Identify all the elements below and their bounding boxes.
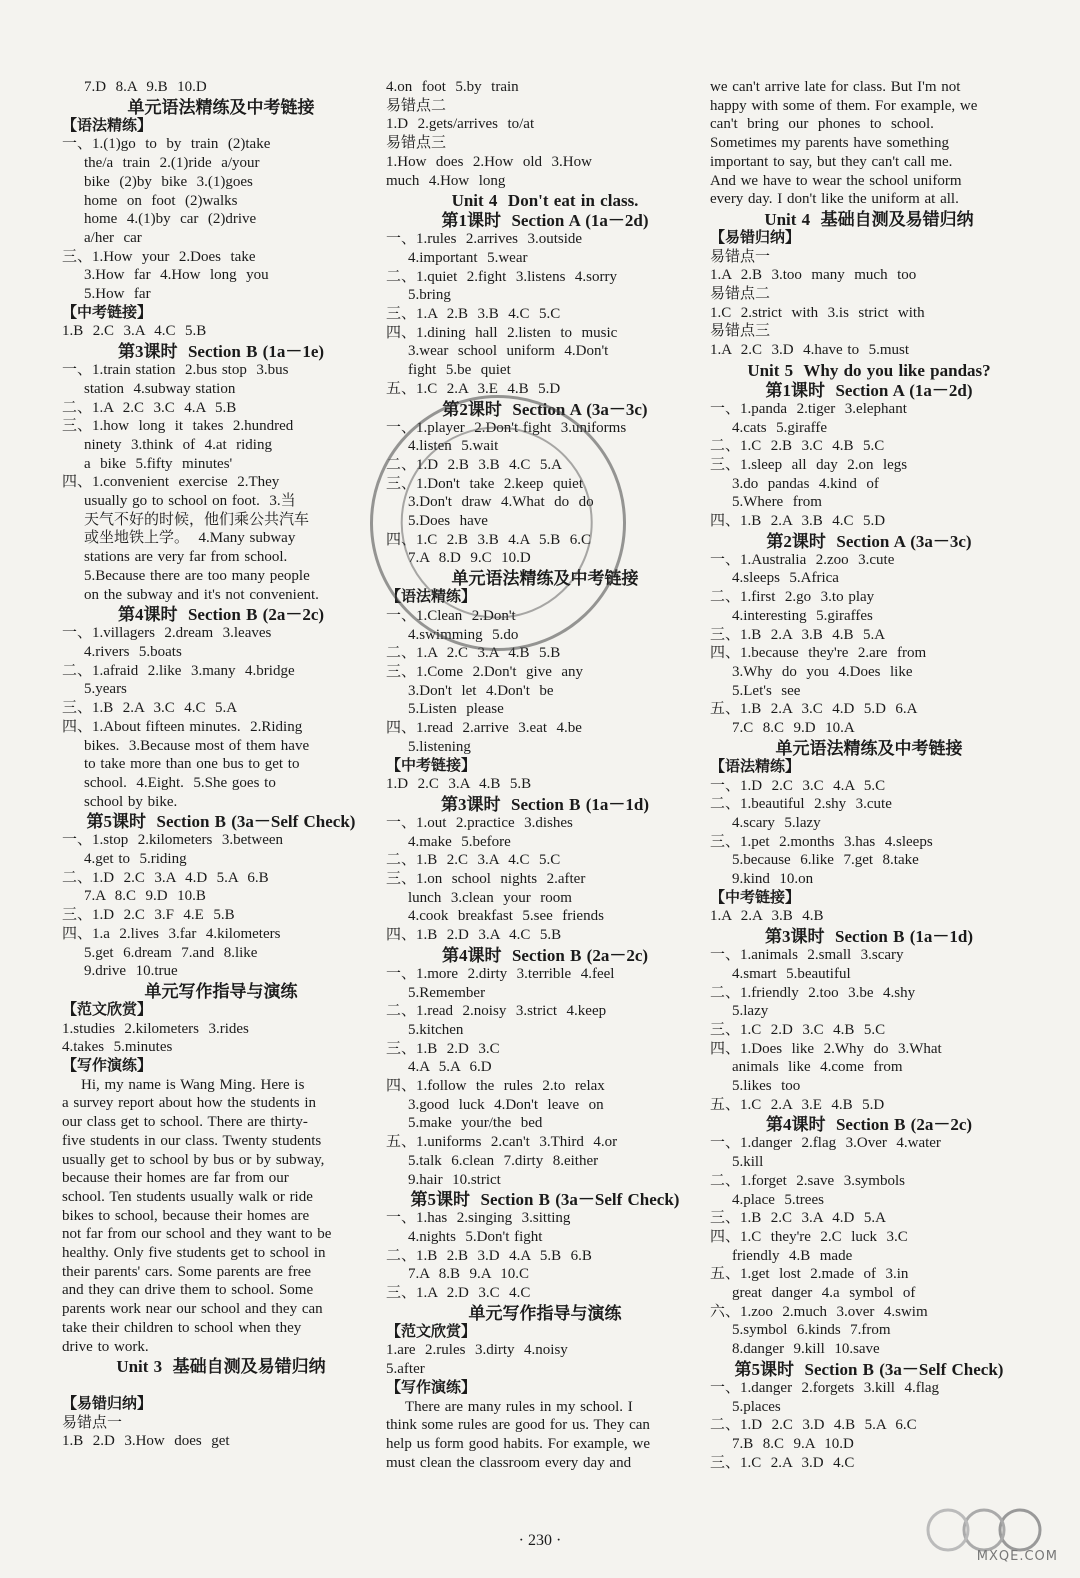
answer-line: 一、1.more 2.dirty 3.terrible 4.feel: [386, 965, 615, 982]
subsection-label: 【语法精练】: [710, 758, 801, 775]
answer-line: home on foot (2)walks: [84, 192, 238, 209]
answer-line: 易错点三: [710, 323, 771, 340]
answer-line: 一、1.danger 2.flag 3.Over 4.water: [710, 1135, 941, 1152]
answer-line: 三、1.A 2.B 3.B 4.C 5.C: [386, 306, 561, 323]
answer-line: usually go to school on foot. 3.当: [84, 493, 296, 510]
answer-line: 1.B 2.D 3.How does get: [62, 1433, 230, 1450]
section-heading: Unit 5 Why do you like pandas?: [747, 360, 991, 380]
section-heading: 单元语法精练及中考链接: [451, 569, 639, 589]
answer-line: 4.swimming 5.do: [408, 626, 519, 643]
answer-line: fight 5.be quiet: [408, 362, 511, 379]
answer-line: 5.places: [732, 1398, 781, 1415]
answer-line: 二、1.forget 2.save 3.symbols: [710, 1172, 905, 1189]
answer-line: animals like 4.come from: [732, 1059, 903, 1076]
answer-line: on the subway and it's not convenient.: [84, 586, 319, 603]
answer-line: ninety 3.think of 4.at riding: [84, 436, 272, 453]
subsection-label: 【易错归纳】: [710, 229, 801, 246]
answer-line: 5.Where from: [732, 494, 822, 511]
answer-line: Sometimes my parents have something: [710, 135, 949, 152]
answer-line: their parents' cars. Some parents are free: [62, 1263, 312, 1280]
subsection-label: 【语法精练】: [386, 589, 477, 606]
answer-line: school by bike.: [84, 793, 178, 810]
answer-line: 5.after: [386, 1361, 425, 1378]
section-heading: 第2课时 Section A (3a－3c): [766, 531, 972, 551]
answer-line: 1.D 2.gets/arrives to/at: [386, 116, 535, 133]
answer-line: 易错点二: [710, 286, 771, 303]
answer-line: 7.A 8.C 9.D 10.B: [84, 888, 206, 905]
answer-line: There are many rules in my school. I: [386, 1398, 633, 1415]
answer-line: 5.because 6.like 7.get 8.take: [732, 852, 919, 869]
answer-line: the/a train 2.(1)ride a/your: [84, 155, 260, 172]
answer-line: 六、1.zoo 2.much 3.over 4.swim: [710, 1303, 928, 1320]
answer-line: 5.Does have: [408, 513, 488, 530]
answer-line: 4.get to 5.riding: [84, 851, 187, 868]
answer-line: 4.place 5.trees: [732, 1191, 824, 1208]
answer-line: 三、1.B 2.A 3.C 4.C 5.A: [62, 700, 238, 717]
answer-line: 3.do pandas 4.kind of: [732, 475, 879, 492]
answer-line: 4.smart 5.beautiful: [732, 965, 851, 982]
subsection-label: 【范文欣赏】: [62, 1001, 153, 1018]
answer-line: our class get to school. There are thirty-: [62, 1114, 308, 1131]
answer-line: bikes. 3.Because most of them have: [84, 737, 310, 754]
answer-line: 4.make 5.before: [408, 833, 511, 850]
answer-line: 一、1.stop 2.kilometers 3.between: [62, 832, 284, 849]
answer-line: 二、1.first 2.go 3.to play: [710, 589, 875, 606]
answer-line: school. 4.Eight. 5.She goes to: [84, 774, 276, 791]
section-heading: 第5课时 Section B (3a－Self Check): [86, 812, 356, 832]
answer-line: 三、1.C 2.D 3.C 4.B 5.C: [710, 1021, 886, 1038]
answer-line: 五、1.uniforms 2.can't 3.Third 4.or: [386, 1134, 618, 1151]
answer-line: 5.years: [84, 681, 127, 698]
answer-line: Hi, my name is Wang Ming. Here is: [62, 1076, 305, 1093]
answer-line: 7.A 8.B 9.A 10.C: [408, 1266, 530, 1283]
answer-line: not far from our school and they want to be: [62, 1226, 332, 1243]
answer-line: 五、1.C 2.A 3.E 4.B 5.D: [710, 1096, 885, 1113]
answer-line: 4.nights 5.Don't fight: [408, 1228, 543, 1245]
answer-line: 四、1.B 2.D 3.A 4.C 5.B: [386, 927, 562, 944]
answer-line: 一、1.(1)go to by train (2)take: [62, 136, 271, 153]
answer-line: 1.B 2.C 3.A 4.C 5.B: [62, 323, 207, 340]
answer-line: friendly 4.B made: [732, 1247, 853, 1264]
answer-line: 三、1.Don't take 2.keep quiet: [386, 475, 583, 492]
answer-line: 4.cook breakfast 5.see friends: [408, 908, 604, 925]
section-heading: 第3课时 Section B (1a－1d): [765, 927, 973, 947]
answer-line: 5.kill: [732, 1154, 764, 1171]
answer-line: 三、1.B 2.D 3.C: [386, 1040, 500, 1057]
answer-line: drive to work.: [62, 1338, 149, 1355]
answer-line: 三、1.C 2.A 3.D 4.C: [710, 1454, 855, 1471]
answer-line: 4.sleeps 5.Africa: [732, 570, 839, 587]
answer-line: 5.bring: [408, 287, 451, 304]
answer-line: 三、1.how long it takes 2.hundred: [62, 418, 294, 435]
answer-line: 五、1.B 2.A 3.C 4.D 5.D 6.A: [710, 701, 918, 718]
answer-line: 7.A 8.D 9.C 10.D: [408, 550, 531, 567]
section-heading: 单元语法精练及中考链接: [775, 738, 963, 758]
answer-line: 8.danger 9.kill 10.save: [732, 1341, 880, 1358]
answer-line: 5.Listen please: [408, 701, 504, 718]
answer-line: help us form good habits. For example, we: [386, 1436, 651, 1452]
answer-line: 3.good luck 4.Don't leave on: [408, 1096, 604, 1113]
answer-line: 三、1.pet 2.months 3.has 4.sleeps: [710, 833, 933, 850]
answer-line: 四、1.convenient exercise 2.They: [62, 474, 280, 491]
answer-line: 4.takes 5.minutes: [62, 1039, 173, 1056]
section-heading: 第1课时 Section A (1a－2d): [441, 211, 649, 231]
section-heading: 第1课时 Section A (1a－2d): [765, 380, 973, 400]
answer-line: 二、1.C 2.B 3.C 4.B 5.C: [710, 438, 885, 455]
section-heading: 第3课时 Section B (1a－1e): [117, 342, 325, 362]
answer-line: 一、1.panda 2.tiger 3.elephant: [710, 400, 907, 417]
subsection-label: 【范文欣赏】: [386, 1323, 477, 1340]
answer-line: 5.Let's see: [732, 682, 801, 699]
answer-line: 易错点二: [386, 97, 447, 114]
answer-line: think some rules are good for us. They can: [386, 1417, 650, 1434]
answer-line: 9.drive 10.true: [84, 963, 178, 980]
answer-line: 四、1.dining hall 2.listen to music: [386, 324, 618, 341]
answer-line: school. Ten students usually walk or ride: [62, 1188, 313, 1205]
answer-line: 4.interesting 5.giraffes: [732, 607, 873, 624]
subsection-label: 【写作演练】: [386, 1379, 477, 1396]
answer-line: 一、1.has 2.singing 3.sitting: [386, 1210, 571, 1227]
answer-line: 9.hair 10.strict: [408, 1171, 501, 1188]
answer-line: 易错点一: [62, 1414, 123, 1431]
answer-line: 二、1.B 2.B 3.D 4.A 5.B 6.B: [386, 1247, 592, 1264]
answer-line: 三、1.B 2.A 3.B 4.B 5.A: [710, 626, 886, 643]
answer-line: 一、1.danger 2.forgets 3.kill 4.flag: [710, 1379, 940, 1396]
section-heading: Unit 4 基础自测及易错归纳: [764, 209, 974, 229]
answer-column-right: [710, 78, 1028, 1472]
answer-line: And we have to wear the school uniform: [710, 172, 962, 189]
answer-line: 一、1.villagers 2.dream 3.leaves: [62, 625, 272, 642]
section-heading: 第2课时 Section A (3a－3c): [442, 399, 648, 419]
answer-line: 7.B 8.C 9.A 10.D: [732, 1436, 854, 1452]
section-heading: 第4课时 Section B (2a－2c): [441, 945, 649, 965]
answer-line: 一、1.Australia 2.zoo 3.cute: [710, 551, 895, 568]
section-heading: Unit 4 Don't eat in class.: [451, 191, 639, 211]
section-heading: 第5课时 Section B (3a－Self Check): [734, 1359, 1004, 1379]
answer-line: 1.D 2.C 3.A 4.B 5.B: [386, 776, 532, 793]
answer-line: 4.important 5.wear: [408, 249, 528, 266]
answer-line: 二、1.D 2.B 3.B 4.C 5.A: [386, 456, 562, 473]
answer-line: 三、1.D 2.C 3.F 4.E 5.B: [62, 907, 235, 924]
answer-line: 天气不好的时候，他们乘公共汽车: [84, 511, 310, 528]
answer-line: 一、1.rules 2.arrives 3.outside: [386, 231, 583, 248]
answer-line: 一、1.player 2.Don't fight 3.uniforms: [386, 419, 627, 436]
answer-line: home 4.(1)by car (2)drive: [84, 211, 257, 228]
answer-line: 9.kind 10.on: [732, 871, 814, 888]
answer-line: station 4.subway station: [84, 380, 236, 397]
answer-line: 4.rivers 5.boats: [84, 643, 182, 660]
answer-line: 四、1.because they're 2.are from: [710, 645, 927, 662]
section-heading: 第3课时 Section B (1a－1d): [441, 794, 649, 814]
answer-line: 4.on foot 5.by train: [386, 79, 519, 95]
answer-line: 5.get 6.dream 7.and 8.like: [84, 944, 258, 961]
answer-line: 四、1.Does like 2.Why do 3.What: [710, 1040, 942, 1057]
answer-line: 三、1.How your 2.Does take: [62, 248, 256, 265]
answer-column-left: [62, 78, 380, 1451]
answer-line: 5.talk 6.clean 7.dirty 8.either: [408, 1152, 599, 1169]
answer-line: much 4.How long: [386, 172, 506, 189]
answer-line: 5.Remember: [408, 984, 486, 1001]
answer-line: 一、1.animals 2.small 3.scary: [710, 947, 904, 964]
answer-line: 5.Because there are too many people: [84, 567, 310, 584]
answer-line: 二、1.A 2.C 3.C 4.A 5.B: [62, 399, 237, 416]
section-heading: 单元语法精练及中考链接: [127, 97, 315, 117]
answer-line: healthy. Only five students get to school in: [62, 1245, 326, 1262]
answer-line: to take more than one bus to get to: [84, 756, 300, 773]
answer-line: 或坐地铁上学。 4.Many subway: [84, 530, 296, 547]
answer-line: 一、1.out 2.practice 3.dishes: [386, 814, 573, 831]
answer-line: 5.lazy: [732, 1003, 769, 1020]
subsection-label: 【中考链接】: [386, 757, 477, 774]
answer-line: 一、1.D 2.C 3.C 4.A 5.C: [710, 777, 886, 794]
answer-line: usually get to school by bus or by subway,: [62, 1151, 325, 1168]
answer-line: 5.kitchen: [408, 1021, 464, 1038]
answer-line: 5.make your/the bed: [408, 1115, 543, 1132]
answer-line: 7.D 8.A 9.B 10.D: [84, 79, 207, 95]
answer-line: 1.A 2.A 3.B 4.B: [710, 908, 824, 925]
page-number: · 230 ·: [518, 1532, 562, 1549]
section-heading: 第4课时 Section B (2a－2c): [765, 1115, 973, 1135]
answer-line: 二、1.afraid 2.like 3.many 4.bridge: [62, 662, 295, 679]
answer-line: 5.How far: [84, 286, 151, 303]
answer-line: a bike 5.fifty minutes': [84, 455, 233, 472]
answer-line: 4.scary 5.lazy: [732, 814, 821, 831]
answer-line: 二、1.read 2.noisy 3.strict 4.keep: [386, 1003, 607, 1020]
answer-line: 二、1.quiet 2.fight 3.listens 4.sorry: [386, 268, 617, 285]
answer-line: and they can drive them to school. Some: [62, 1282, 314, 1299]
answer-line: must clean the classroom every day and: [386, 1454, 632, 1471]
section-heading: Unit 3 基础自测及易错归纳: [116, 1357, 326, 1377]
answer-line: 二、1.A 2.C 3.A 4.B 5.B: [386, 645, 561, 662]
answer-line: 4.A 5.A 6.D: [408, 1059, 492, 1076]
answer-line: [62, 1376, 380, 1395]
section-heading: 单元写作指导与演练: [468, 1303, 622, 1323]
watermark-text: MXQE.COM: [976, 1549, 1058, 1564]
answer-line: 二、1.D 2.C 3.A 4.D 5.A 6.B: [62, 869, 269, 886]
answer-line: 四、1.B 2.A 3.B 4.C 5.D: [710, 513, 886, 530]
answer-line: a survey report about how the students in: [62, 1095, 317, 1112]
answer-line: 易错点三: [386, 135, 447, 152]
answer-line: every day. I don't like the uniform at all.: [710, 191, 959, 208]
answer-line: 1.C 2.strict with 3.is strict with: [710, 304, 925, 321]
subsection-label: 【易错归纳】: [62, 1396, 153, 1412]
answer-line: 5.listening: [408, 738, 471, 755]
answer-line: we can't arrive late for class. But I'm not: [710, 79, 961, 95]
section-heading: 第4课时 Section B (2a－2c): [117, 605, 325, 625]
answer-line: 1.A 2.B 3.too many much too: [710, 267, 917, 284]
answer-line: parents work near our school and they can: [62, 1301, 323, 1318]
answer-line: stations are very far from school.: [84, 549, 288, 566]
answer-column-middle: [386, 78, 704, 1472]
subsection-label: 【中考链接】: [62, 304, 153, 321]
answer-line: 二、1.B 2.C 3.A 4.C 5.C: [386, 852, 561, 869]
answer-line: five students in our class. Twenty students: [62, 1132, 322, 1149]
answer-line: happy with some of them. For example, we: [710, 97, 978, 114]
answer-line: take their children to school when they: [62, 1319, 302, 1336]
subsection-label: 【中考链接】: [710, 889, 801, 906]
answer-line: 一、1.train station 2.bus stop 3.bus: [62, 362, 289, 379]
answer-line: 易错点一: [710, 248, 771, 265]
site-watermark-logo: [902, 1506, 1062, 1564]
answer-line: 3.Why do you 4.Does like: [732, 663, 913, 680]
answer-line: 四、1.C 2.B 3.B 4.A 5.B 6.C: [386, 531, 592, 548]
answer-line: 5.likes too: [732, 1078, 801, 1095]
answer-line: 五、1.C 2.A 3.E 4.B 5.D: [386, 380, 561, 397]
answer-line: lunch 3.clean your room: [408, 889, 572, 906]
answer-line: 1.A 2.C 3.D 4.have to 5.must: [710, 342, 909, 359]
subsection-label: 【语法精练】: [62, 117, 153, 134]
answer-line: 三、1.sleep all day 2.on legs: [710, 456, 908, 473]
answer-line: 五、1.get lost 2.made of 3.in: [710, 1266, 909, 1283]
answer-line: bikes to school, because their homes are: [62, 1207, 310, 1224]
subsection-label: 【写作演练】: [62, 1058, 153, 1075]
answer-line: a/her car: [84, 229, 142, 246]
answer-line: 三、1.on school nights 2.after: [386, 871, 586, 888]
answer-line: 3.Don't draw 4.What do do: [408, 494, 594, 511]
answer-line: 二、1.D 2.C 3.D 4.B 5.A 6.C: [710, 1417, 917, 1434]
answer-line: bike (2)by bike 3.(1)goes: [84, 173, 253, 190]
answer-line: because their homes are far from our: [62, 1170, 289, 1187]
answer-line: 四、1.follow the rules 2.to relax: [386, 1078, 605, 1095]
answer-line: 7.C 8.C 9.D 10.A: [732, 720, 855, 737]
answer-line: 3.wear school uniform 4.Don't: [408, 343, 609, 360]
answer-line: 四、1.C they're 2.C luck 3.C: [710, 1228, 908, 1245]
section-heading: 单元写作指导与演练: [144, 981, 298, 1001]
answer-line: 3.How far 4.How long you: [84, 267, 269, 284]
answer-line: 4.listen 5.wait: [408, 438, 499, 455]
answer-line: 四、1.a 2.lives 3.far 4.kilometers: [62, 925, 281, 942]
answer-line: 二、1.beautiful 2.shy 3.cute: [710, 796, 892, 813]
answer-line: great danger 4.a symbol of: [732, 1285, 916, 1302]
answer-line: 四、1.About fifteen minutes. 2.Riding: [62, 718, 303, 735]
answer-line: important to say, but they can't call me.: [710, 153, 953, 170]
answer-line: 5.symbol 6.kinds 7.from: [732, 1322, 891, 1339]
answer-line: 3.Don't let 4.Don't be: [408, 682, 554, 699]
answer-line: 一、1.Clean 2.Don't: [386, 607, 516, 624]
answer-line: 二、1.friendly 2.too 3.be 4.shy: [710, 984, 916, 1001]
answer-line: 三、1.B 2.C 3.A 4.D 5.A: [710, 1210, 886, 1227]
answer-line: 三、1.A 2.D 3.C 4.C: [386, 1285, 531, 1302]
answer-line: 1.are 2.rules 3.dirty 4.noisy: [386, 1342, 568, 1359]
answer-line: 1.studies 2.kilometers 3.rides: [62, 1020, 249, 1037]
answer-line: can't bring our phones to school.: [710, 116, 934, 133]
answer-line: 三、1.Come 2.Don't give any: [386, 663, 584, 680]
answer-line: 1.How does 2.How old 3.How: [386, 153, 592, 170]
answer-line: 四、1.read 2.arrive 3.eat 4.be: [386, 720, 582, 737]
section-heading: 第5课时 Section B (3a－Self Check): [410, 1190, 680, 1210]
answer-line: 4.cats 5.giraffe: [732, 419, 828, 436]
